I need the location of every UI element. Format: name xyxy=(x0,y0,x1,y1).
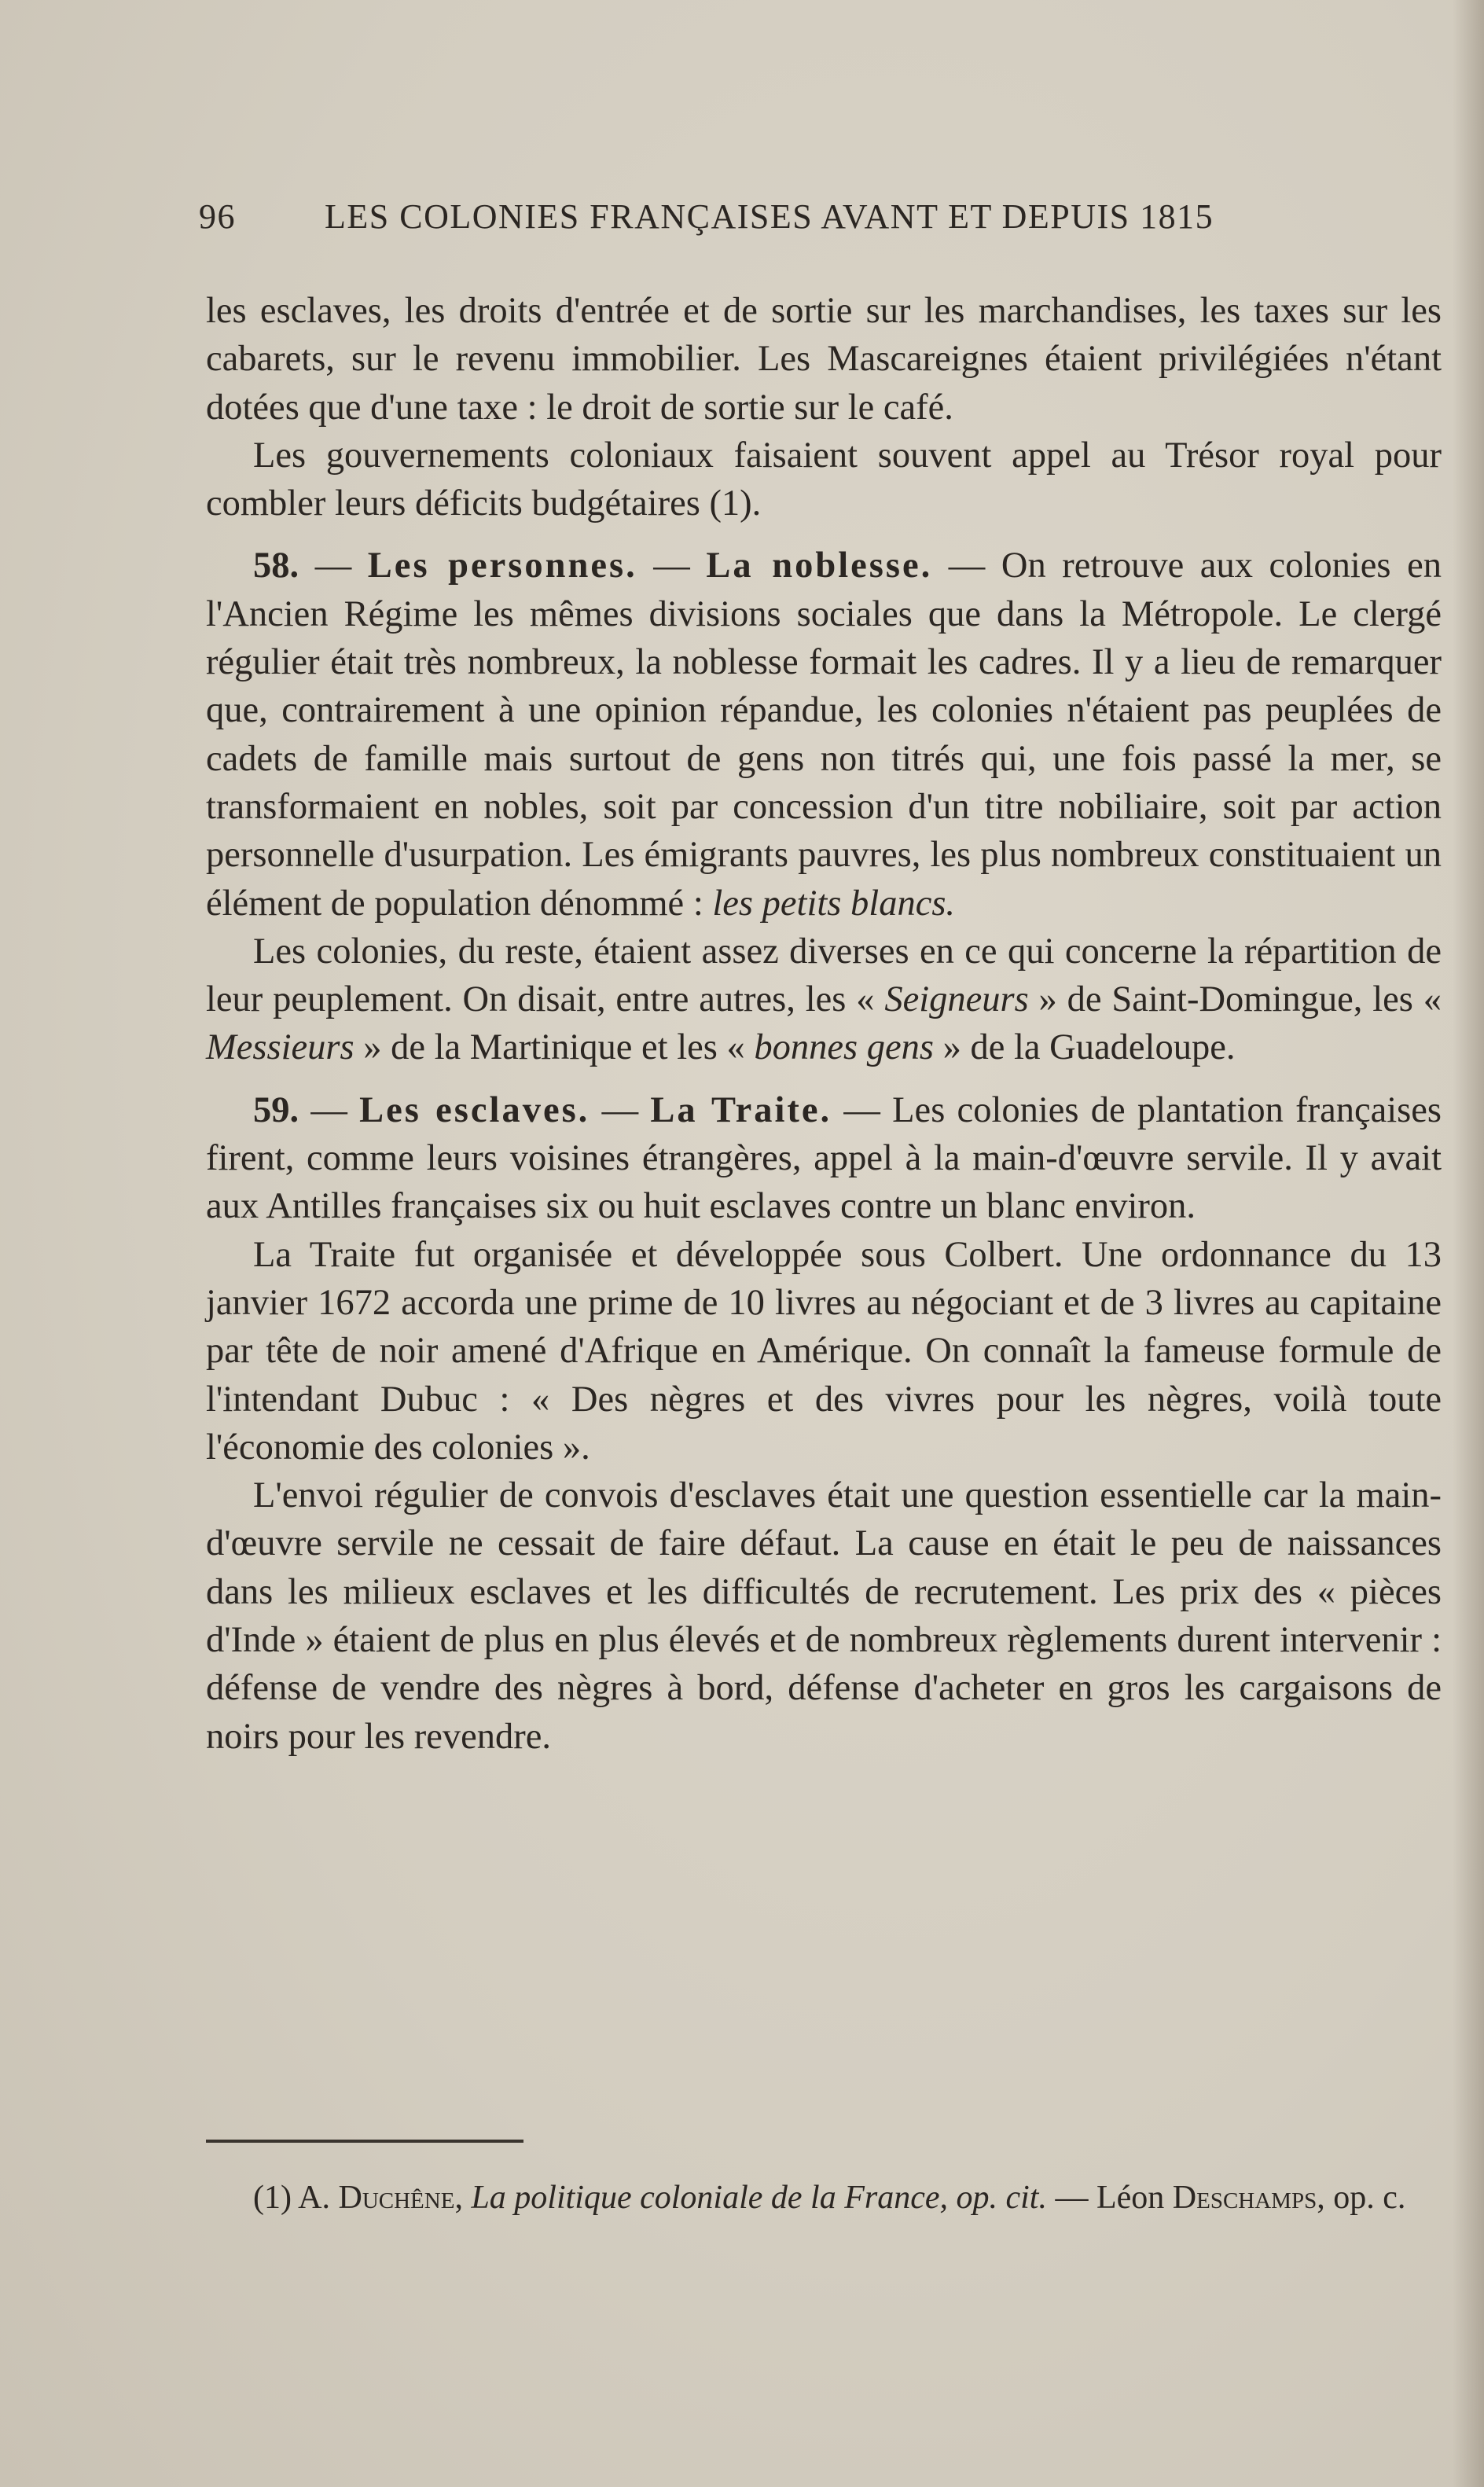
section-number: 58. xyxy=(253,546,299,586)
paragraph-traite: La Traite fut organisée et développée sous Colbert. Une ordonnance du 13 janvier 1672 accorda une prime de 10 livres au négociant et de 3 livres au capitaine par tête de noir amené d'Afrique en Amérique. On connaît la fameuse formule de l'intendant Dubuc : « Des nègres et des vivres pour les nègres, voilà toute l'économie des colonies ». xyxy=(206,1234,1442,1468)
section-title: Les personnes. xyxy=(367,546,637,586)
italic-term: bonnes gens xyxy=(754,1027,934,1068)
paragraph-taxes: les esclaves, les droits d'entrée et de sortie sur les marchandises, les taxes sur les cabarets, sur le revenu immobilier. Les Mascareignes étaient privilégiées n'étant dotées que d'une taxe : le droit de sortie sur le café. xyxy=(206,291,1442,428)
section-subtitle: La Traite. xyxy=(650,1089,832,1130)
paragraph-convois: L'envoi régulier de convois d'esclaves était une question essentielle car la main-d'œuvre servile ne cessait de faire défaut. La cause en était le peu de naissances dans les milieux esclaves et les difficultés de recrutement. Les prix des « pièces d'Inde » étaient de plus en plus élevés et de nombreux règlements durent intervenir : défense de vendre des nègres à bord, défense d'acheter en gros les cargaisons de noirs pour les revendre. xyxy=(206,1475,1442,1757)
main-text xyxy=(206,287,1442,1761)
section-text: Les colonies de plantation françaises firent, comme leurs voisines étrangères, appel à la main-d'œuvre servile. Il y avait aux Antilles françaises six ou huit esclaves contre un blanc environ. xyxy=(206,1089,1442,1227)
paragraph-tresor: Les gouvernements coloniaux faisaient souvent appel au Trésor royal pour combler leurs déficits budgétaires (1). xyxy=(206,435,1442,524)
running-header xyxy=(199,197,1315,252)
section-subtitle: La noblesse. xyxy=(706,546,933,586)
italic-term: les petits blancs. xyxy=(712,883,956,924)
footnote-title: La politique coloniale de la France, op. cit. xyxy=(471,2180,1047,2216)
paragraph-peuplement: Les colonies, du reste, étaient assez diverses en ce qui concerne la répartition de leur peuplement. On disait, entre autres, les « Seigneurs » de Saint-Domingue, les « Messieurs » de la Martinique et les « bonnes gens » de la Guadeloupe. xyxy=(206,931,1442,1068)
page-edge-shadow xyxy=(1453,0,1484,2487)
footnote-author: Deschamps xyxy=(1172,2180,1317,2216)
section-58: 58. — Les personnes. — La noblesse. — On retrouve aux colonies en l'Ancien Régime les mêmes divisions sociales que dans la Métropole. Le clergé régulier était très nombreux, la noblesse formait les cadres. Il y a lieu de remarquer que, contrairement à une opinion répandue, les colonies n'étaient pas peuplées de cadets de famille mais surtout de gens non titrés qui, une fois passé la mer, se transformaient en nobles, soit par concession d'un titre nobiliaire, soit par action personnelle d'usurpation. Les émigrants pauvres, les plus nombreux constituaient un élément de population dénommé : les petits blancs. xyxy=(206,546,1442,924)
footnote-author: Duchêne xyxy=(338,2180,455,2216)
section-text: On retrouve aux colonies en l'Ancien Régime les mêmes divisions sociales que dans la Métropole. Le clergé régulier était très nombreux, la noblesse formait les cadres. Il y a lieu de remarquer que, contrairement à une opinion répandue, les colonies n'étaient pas peuplées de cadets de famille mais surtout de gens non titrés qui, une fois passé la mer, se transformaient en nobles, soit par concession d'un titre nobiliaire, soit par action personnelle d'usurpation. Les émigrants pauvres, les plus nombreux constituaient un élément de population dénommé : xyxy=(206,546,1442,924)
footnote-text: (1) A. Duchêne, La politique coloniale de la France, op. cit. — Léon Deschamps, op. c. xyxy=(253,2180,1406,2216)
section-number: 59. xyxy=(253,1089,299,1130)
italic-term: Messieurs xyxy=(206,1027,354,1068)
running-title: LES COLONIES FRANÇAISES AVANT ET DEPUIS 1815 xyxy=(325,197,1214,236)
footnote xyxy=(206,2174,1442,2221)
footnote-marker: (1) A. xyxy=(253,2180,339,2216)
italic-term: Seigneurs xyxy=(884,979,1029,1020)
page-number: 96 xyxy=(199,197,236,236)
footnote-divider xyxy=(206,2140,523,2143)
section-59: 59. — Les esclaves. — La Traite. — Les colonies de plantation françaises firent, comme leurs voisines étrangères, appel à la main-d'œuvre servile. Il y avait aux Antilles françaises six ou huit esclaves contre un blanc environ. xyxy=(206,1089,1442,1227)
section-title: Les esclaves. xyxy=(359,1089,590,1130)
